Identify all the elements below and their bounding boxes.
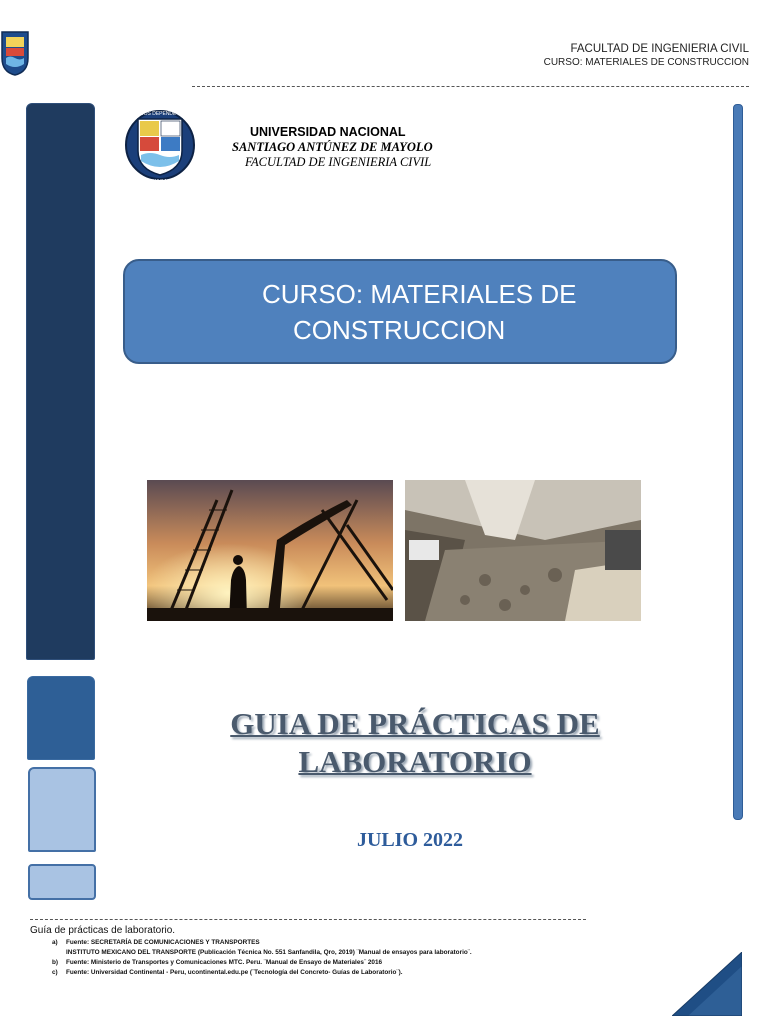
course-line-1: CURSO: MATERIALES DE [262,279,577,309]
footer-divider [30,919,586,920]
seal-top-text: HIJOS DEPENDE EL [136,111,184,117]
header-text [544,42,749,70]
footer-caption: Guía de prácticas de laboratorio. [30,925,176,936]
footnote-marker-b: b) [52,959,59,966]
header-seal-icon [0,28,30,76]
footnote-c: Fuente: Universidad Continental - Peru, ucontinental.edu.pe (¨Tecnología del Concreto- Guías de Laboratorio¨). [66,969,403,976]
course-banner [123,259,677,364]
header-course: CURSO: MATERIALES DE CONSTRUCCION [543,57,749,68]
sidebar-block-dark [26,103,95,660]
seal-bottom-text: UNASAM [148,179,172,185]
university-name-full: SANTIAGO ANTÚNEZ DE MAYOLO [232,140,433,154]
footnote-a-cont: INSTITUTO MEXICANO DEL TRANSPORTE (Publicación Técnica No. 551 Sanfandila, Qro, 2019) ¨Manual de ensayos para laboratorio¨. [66,949,472,956]
right-vertical-bar [733,104,743,820]
sidebar-block-small [28,864,96,900]
guide-title-line-1: GUIA DE PRÁCTICAS DE [230,706,600,741]
photo-concrete-pouring [405,480,641,621]
footnote-marker-a: a) [52,939,58,946]
course-line-2: CONSTRUCCION [293,315,506,345]
guide-title-line-2: LABORATORIO [298,744,532,779]
corner-decoration-icon [672,952,742,1016]
university-faculty: FACULTAD DE INGENIERIA CIVIL [245,155,432,169]
publication-date: JULIO 2022 [356,829,464,851]
sidebar-block-mid [27,676,95,760]
header-faculty: FACULTAD DE INGENIERIA CIVIL [570,43,749,55]
header-divider [192,86,749,87]
university-name: UNIVERSIDAD NACIONAL [250,125,406,139]
university-seal-icon [124,105,196,187]
footnote-a: Fuente: SECRETARÍA DE COMUNICACIONES Y TRANSPORTES [66,939,260,946]
footnote-b: Fuente: Ministerio de Transportes y Comunicaciones MTC. Peru. ¨Manual de Ensayo de Materiales¨ 2016 [66,959,383,966]
photo-construction-cranes [147,480,393,621]
sidebar-block-light [28,767,96,852]
footnote-marker-c: c) [52,969,58,976]
